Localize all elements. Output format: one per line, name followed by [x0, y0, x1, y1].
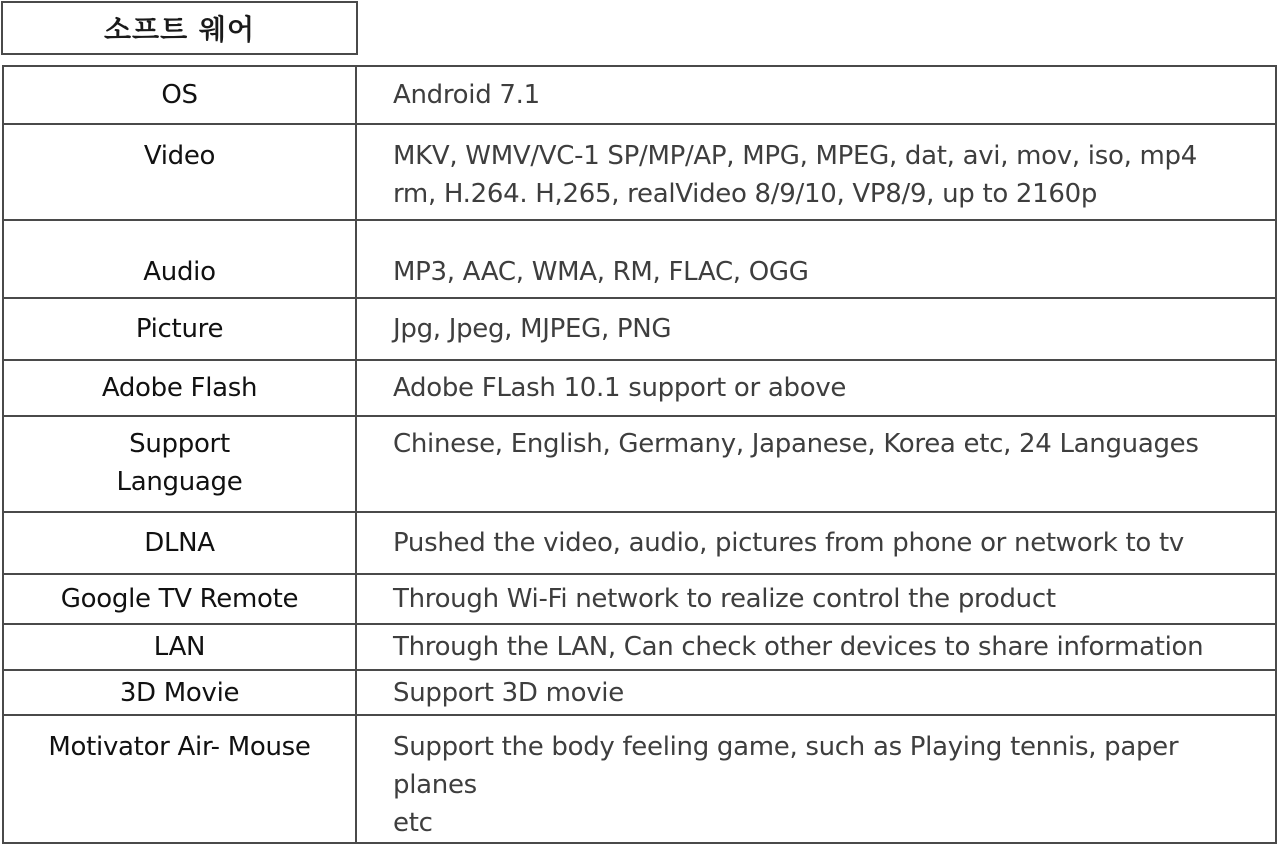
spec-label-os: OS — [3, 66, 356, 124]
table-row — [3, 670, 1276, 715]
spec-value-3d-movie: Support 3D movie — [356, 670, 1276, 715]
spec-label-support-language: Support Language — [3, 416, 356, 512]
table-row — [3, 624, 1276, 670]
table-row — [3, 715, 1276, 843]
table-row — [3, 574, 1276, 624]
spec-value-lan: Through the LAN, Can check other devices to share information — [356, 624, 1276, 670]
table-row — [3, 220, 1276, 298]
spec-label-dlna: DLNA — [3, 512, 356, 574]
spec-value-google-tv-remote: Through Wi-Fi network to realize control the product — [356, 574, 1276, 624]
software-spec-table — [2, 65, 1277, 844]
spec-value-os: Android 7.1 — [356, 66, 1276, 124]
spec-label-adobe-flash: Adobe Flash — [3, 360, 356, 416]
spec-label-air-mouse: Motivator Air- Mouse — [3, 715, 356, 843]
spec-value-video: MKV, WMV/VC-1 SP/MP/AP, MPG, MPEG, dat, avi, mov, iso, mp4 rm, H.264. H,265, realVideo 8/9/10, VP8/9, up to 2160p — [356, 124, 1276, 220]
spec-label-audio: Audio — [3, 220, 356, 298]
spec-value-air-mouse: Support the body feeling game, such as Playing tennis, paper planes etc — [356, 715, 1276, 843]
table-row — [3, 66, 1276, 124]
spec-value-picture: Jpg, Jpeg, MJPEG, PNG — [356, 298, 1276, 360]
spec-label-picture: Picture — [3, 298, 356, 360]
spec-label-lan: LAN — [3, 624, 356, 670]
spec-value-dlna: Pushed the video, audio, pictures from phone or network to tv — [356, 512, 1276, 574]
spec-label-google-tv-remote: Google TV Remote — [3, 574, 356, 624]
spec-label-3d-movie: 3D Movie — [3, 670, 356, 715]
table-row — [3, 124, 1276, 220]
table-row — [3, 298, 1276, 360]
spec-value-support-language: Chinese, English, Germany, Japanese, Korea etc, 24 Languages — [356, 416, 1276, 512]
table-row — [3, 512, 1276, 574]
spec-label-video: Video — [3, 124, 356, 220]
spec-value-adobe-flash: Adobe FLash 10.1 support or above — [356, 360, 1276, 416]
table-row — [3, 360, 1276, 416]
section-title: 소프트 웨어 — [1, 1, 358, 55]
table-row — [3, 416, 1276, 512]
spec-value-audio: MP3, AAC, WMA, RM, FLAC, OGG — [356, 220, 1276, 298]
